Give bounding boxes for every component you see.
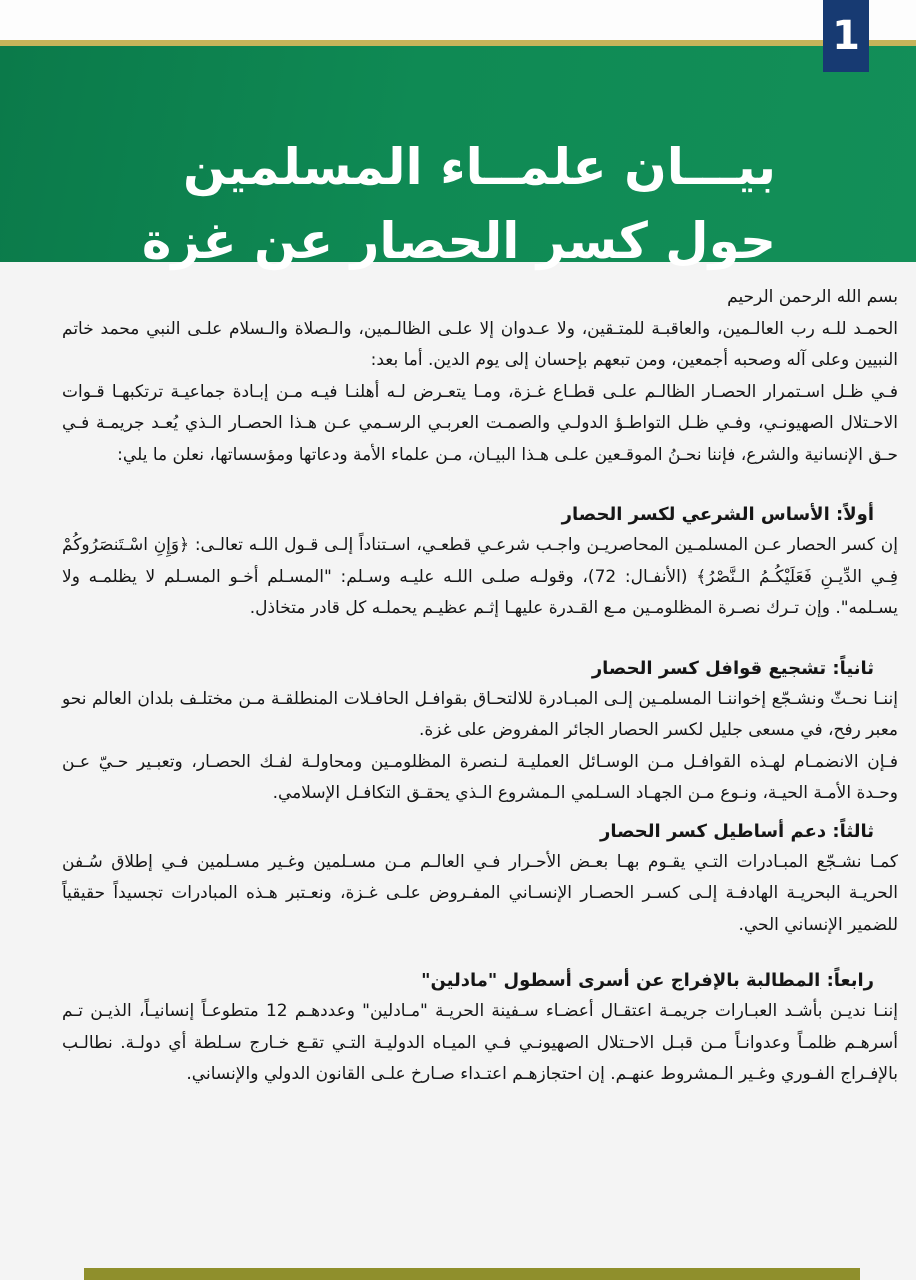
title-line-2: حول كسر الحصار عن غزة: [141, 212, 776, 270]
section-4-paragraph: إننـا نديـن بأشـد العبـارات جريمـة اعتقـال أعضـاء سـفينة الحريـة "مـادلين" وعددهـم 12 متطوعـاً إنسانيـاً، الذيـن تـم أسرهـم ظلمـاً وعدوانـاً مـن قبـل الاحـتلال الصهيونـي فـي الميـاه الدوليـة التـي تقـع خـارج سـلطة أي دولـة. نطالـب بالإفـراج الفـوري وغـير الـمشروط عنهـم. إن احتجازهـم اعتـداء صـارخ علـى القانون الدولي والإنساني.: [62, 1001, 898, 1084]
page-title: [96, 130, 776, 278]
top-strip: [0, 0, 916, 40]
statement-body: [62, 282, 898, 1091]
section-1-heading: أولاً: الأساس الشرعي لكسر الحصار: [561, 504, 874, 525]
basmala: بسم الله الرحمن الرحيم: [727, 287, 898, 307]
section-4-heading: رابعاً: المطالبة بالإفراج عن أسرى أسطول "مادلين": [421, 970, 874, 991]
intro-paragraph: فـي ظـل اسـتمرار الحصـار الظالـم علـى قطـاع غـزة، ومـا يتعـرض لـه أهلنـا فيـه مـن إبـادة جماعيـة ترتكبهـا قـوات الاحـتلال الصهيونـي، وفـي ظـل التواطـؤ الدولـي والصمـت العربـي الرسـمي عـن هـذا الحصـار الـذي يُعـد جريمـة فـي حـق الإنسانية والشرع، فإننا نحـنُ الموقـعين علـى هـذا البيـان، مـن علماء الأمة ودعاتها ومؤسساتها، نعلن ما يلي:: [62, 381, 898, 465]
section-2-paragraph-2: فـإن الانضمـام لهـذه القوافـل مـن الوسـائل العمليـة لـنصرة المظلومـين ومحاولـة لفـك الحصـار، وتعبـير حـيّ عـن وحـدة الأمـة الحيـة، ونـوع مـن الجهـاد السـلمي الـمشروع الـذي يحقـق التكافـل الإسلامي.: [62, 751, 898, 803]
section-2-paragraph-1: إننـا نحـثّ ونشـجّع إخواننـا المسلمـين إلـى المبـادرة للالتحـاق بقوافـل الحافـلات المنطلقـة مـن مختلـف بلدان العالم نحو معبر رفح، في مسعى جليل لكسر الحصار الجائر المفروض على غزة.: [62, 688, 898, 740]
section-1-paragraph: إن كسر الحصار عـن المسلمـين المحاصريـن واجـب شرعـي قطعـي، اسـتناداً إلـى قـول اللـه تعالـى: ﴿وَإِنِ اسْـتَنصَرُوكُمْ فِـي الدِّيـنِ فَعَلَيْكُـمُ الـنَّصْرُ﴾ (الأنفـال: 72)، وقولـه صلـى اللـه عليـه وسـلم: "المسـلم أخـو المسـلم لا يظلمـه ولا يسـلمه". وإن تـرك نصـرة المظلومـين مـع القـدرة عليهـا إثـم عظيـم يحملـه كل قادر متخاذل.: [62, 535, 899, 618]
section-2-heading: ثانياً: تشجيع قوافل كسر الحصار: [591, 657, 874, 679]
title-banner: [0, 46, 916, 270]
section-3-paragraph: كمـا نشـجّع المبـادرات التـي يقـوم بهـا بعـض الأحـرار فـي العالـم مـن مسـلمين وغـير مسـلمين فـي إطلاق سُـفن الحريـة البحريـة الهادفـة إلـى كسـر الحصـار الإنسـاني المفـروض علـى غـزة، ونعـتبر هـذه المبادرات تجسيداً حقيقياً للضمير الإنساني الحي.: [62, 851, 898, 935]
bottom-bar: [84, 1268, 860, 1280]
section-3-heading: ثالثاً: دعم أساطيل كسر الحصار: [599, 820, 874, 842]
intro-hamd: الحمـد للـه رب العالـمين، والعاقبـة للمتـقين، ولا عـدوان إلا علـى الظالـمين، والـصلاة والـسلام علـى النبي محمد خاتم النبيين وعلى آله وصحبه أجمعين، ومن تبعهم بإحسان إلى يوم الدين. أما بعد:: [62, 318, 898, 370]
title-line-1: بيـــان علمــاء المسلمين: [183, 138, 776, 196]
page-number-badge: 1: [823, 0, 869, 72]
